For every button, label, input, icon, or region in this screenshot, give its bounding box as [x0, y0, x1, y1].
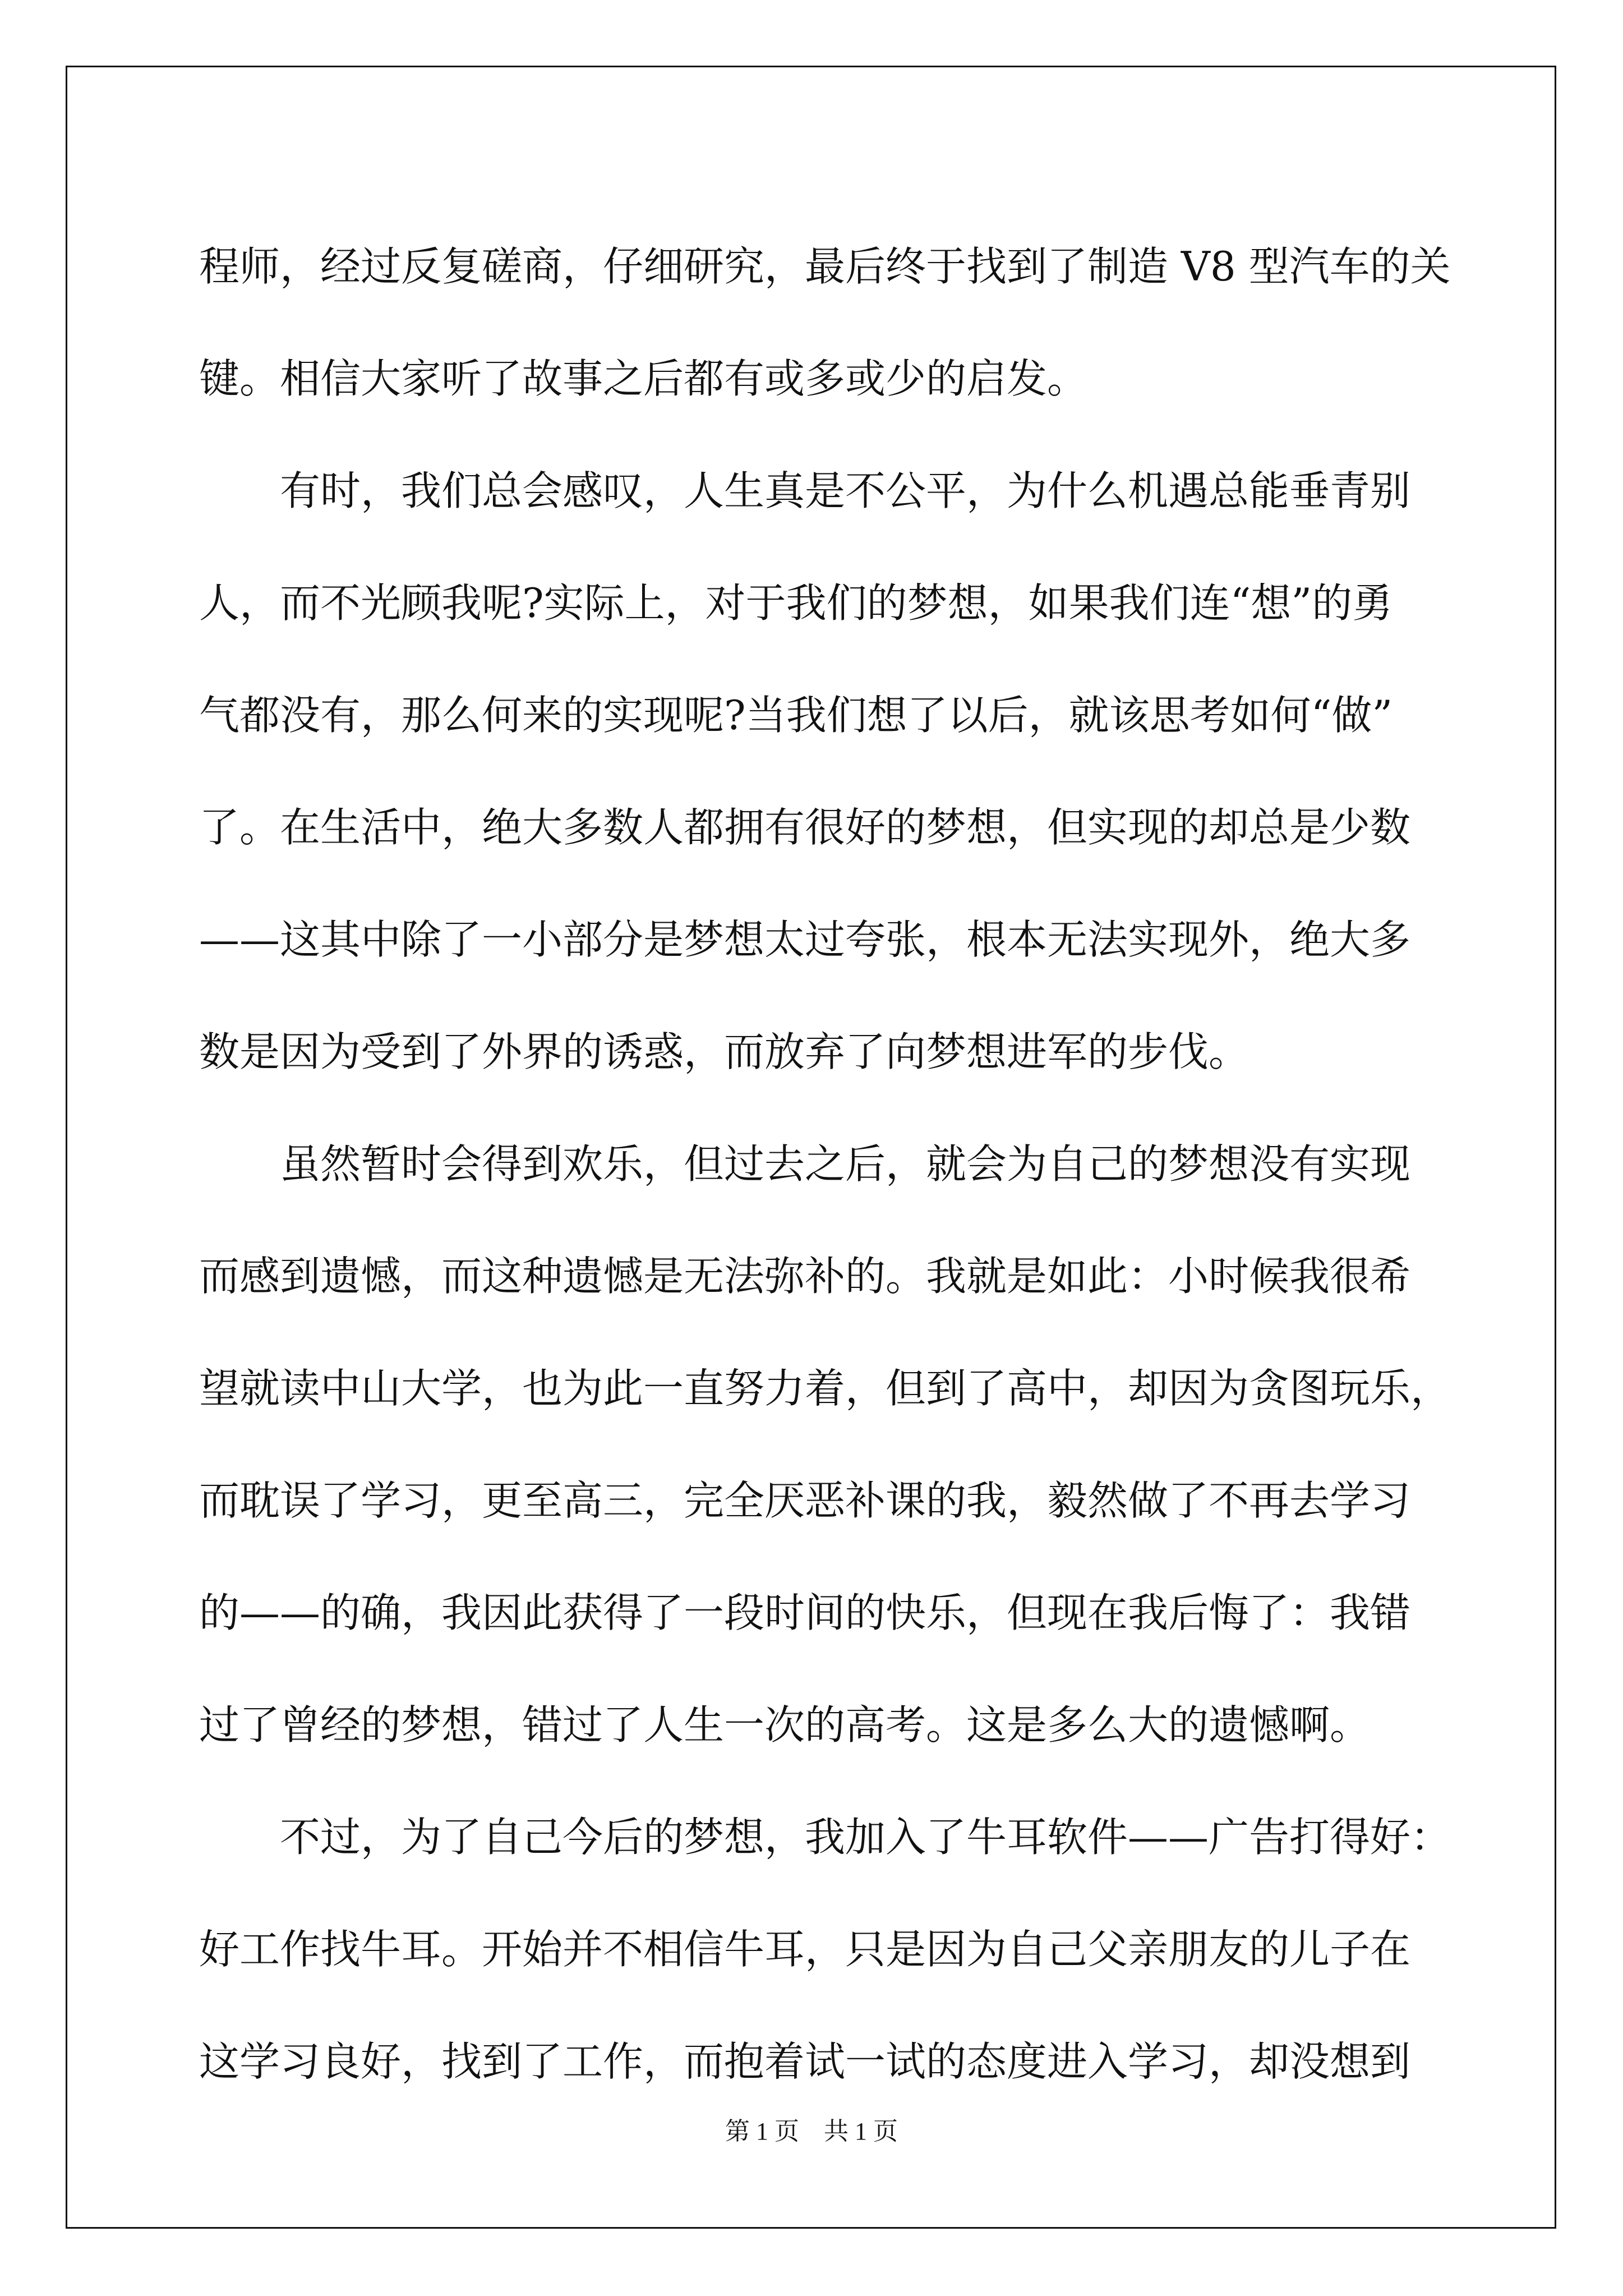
paragraph-start-line: 有时，我们总会感叹，人生真是不公平，为什么机遇总能垂青别	[280, 467, 1411, 514]
text-line: 程师，经过反复磋商，仔细研究，最后终于找到了制造 V8 型汽车的关	[199, 243, 1451, 290]
text-line: 数是因为受到了外界的诱惑，而放弃了向梦想进军的步伐。	[199, 1028, 1249, 1075]
paragraph-start-line: 不过，为了自己今后的梦想，我加入了牛耳软件——广告打得好：	[280, 1814, 1451, 1861]
text-line: 了。在生活中，绝大多数人都拥有很好的梦想，但实现的却总是少数	[199, 804, 1411, 851]
text-line: 望就读中山大学，也为此一直努力着，但到了高中，却因为贪图玩乐，	[199, 1365, 1451, 1412]
text-line: 键。相信大家听了故事之后都有或多或少的启发。	[199, 355, 1088, 402]
text-line: 过了曾经的梦想，错过了人生一次的高考。这是多么大的遗憾啊。	[199, 1701, 1371, 1749]
text-line: 好工作找牛耳。开始并不相信牛耳，只是因为自己父亲朋友的儿子在	[199, 1926, 1411, 1973]
page-number-footer: 第 1 页 共 1 页	[725, 2118, 898, 2145]
paragraph-start-line: 虽然暂时会得到欢乐，但过去之后，就会为自己的梦想没有实现	[280, 1140, 1411, 1188]
document-body	[199, 210, 1451, 2118]
text-line: 这学习良好，找到了工作，而抱着试一试的态度进入学习，却没想到	[199, 2038, 1411, 2085]
text-line: 而耽误了学习，更至高三，完全厌恶补课的我，毅然做了不再去学习	[199, 1477, 1411, 1524]
text-line: 气都没有，那么何来的实现呢?当我们想了以后，就该思考如何“做”	[199, 692, 1393, 739]
text-line: 人，而不光顾我呢?实际上，对于我们的梦想，如果我们连“想”的勇	[199, 579, 1393, 627]
text-line: 而感到遗憾，而这种遗憾是无法弥补的。我就是如此：小时候我很希	[199, 1253, 1411, 1300]
text-line: ——这其中除了一小部分是梦想太过夸张，根本无法实现外，绝大多	[199, 916, 1411, 963]
text-line: 的——的确，我因此获得了一段时间的快乐，但现在我后悔了：我错	[199, 1589, 1411, 1636]
